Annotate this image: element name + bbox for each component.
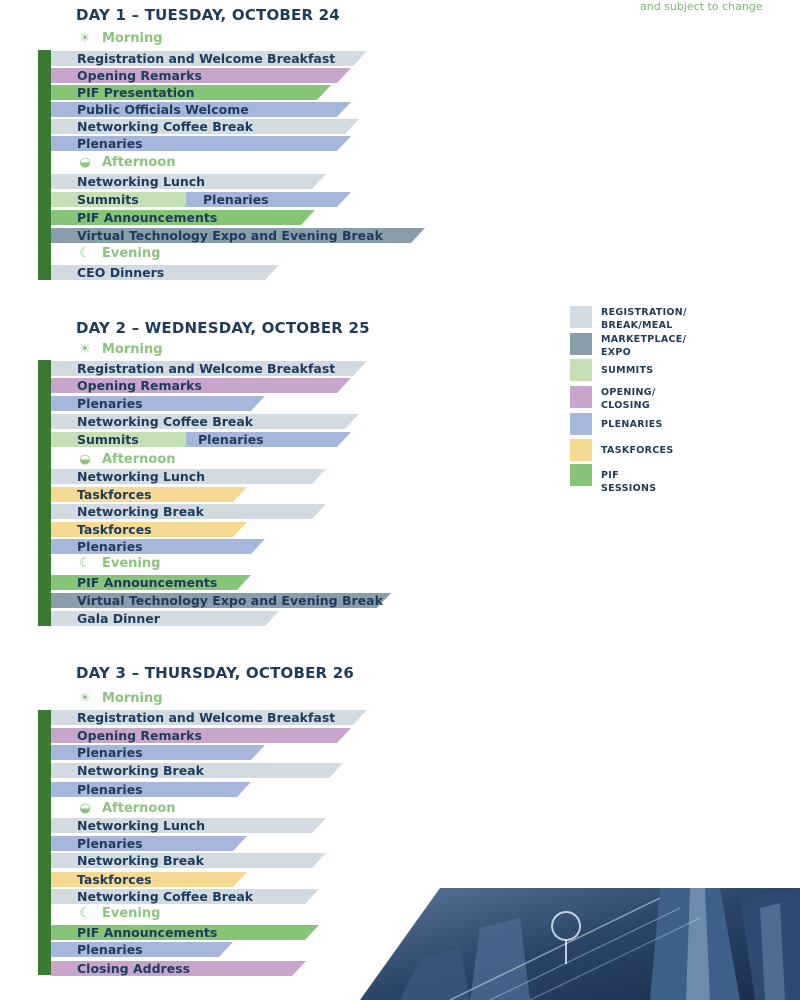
session-label: Registration and Welcome Breakfast xyxy=(77,51,336,66)
session-label: Opening Remarks xyxy=(77,68,202,83)
legend-swatch xyxy=(570,464,592,486)
legend-label: PLENARIES xyxy=(601,419,663,430)
period-label: Morning xyxy=(102,691,163,706)
session-label: Opening Remarks xyxy=(77,378,202,393)
period-afternoon xyxy=(76,452,176,468)
sun-icon: ☀ xyxy=(79,342,91,357)
legend-swatch xyxy=(570,413,592,435)
day-1-title: DAY 1 – TUESDAY, OCTOBER 24 xyxy=(76,6,340,24)
moon-icon: ☾ xyxy=(79,246,91,261)
session-label: Plenaries xyxy=(77,836,143,851)
session-label: Plenaries xyxy=(77,942,143,957)
session-label: Plenaries xyxy=(77,745,143,760)
session-label: Networking Break xyxy=(77,853,204,868)
sun-icon: ☀ xyxy=(79,691,91,706)
session-label: Taskforces xyxy=(77,522,152,537)
period-label: Morning xyxy=(102,342,163,357)
session-label: Virtual Technology Expo and Evening Break xyxy=(77,228,383,243)
sun-icon: ☀ xyxy=(79,31,91,46)
period-morning xyxy=(76,31,163,47)
moon-icon: ☾ xyxy=(79,906,91,921)
session-label: Opening Remarks xyxy=(77,728,202,743)
day-2-title: DAY 2 – WEDNESDAY, OCTOBER 25 xyxy=(76,319,370,337)
day-2-timeline-bar xyxy=(38,360,51,626)
session-label: Plenaries xyxy=(77,136,143,151)
session-label: Virtual Technology Expo and Evening Break xyxy=(77,593,383,608)
session-label: PIF Announcements xyxy=(77,925,218,940)
session-label: Registration and Welcome Breakfast xyxy=(77,361,336,376)
session-label: Networking Lunch xyxy=(77,174,206,189)
moon-icon: ☾ xyxy=(79,556,91,571)
period-label: Evening xyxy=(102,906,161,921)
session-label: CEO Dinners xyxy=(77,265,165,280)
session-label: PIF Announcements xyxy=(77,575,218,590)
period-label: Afternoon xyxy=(102,801,176,816)
period-evening xyxy=(76,906,160,922)
session-label: Closing Address xyxy=(77,961,191,976)
session-label: Summits xyxy=(77,192,139,207)
sunset-icon: ◒ xyxy=(79,801,91,816)
session-label: Plenaries xyxy=(77,539,143,554)
legend-label: OPENING/ CLOSING xyxy=(601,387,656,411)
legend-swatch xyxy=(570,386,592,408)
session-label: Networking Coffee Break xyxy=(77,414,254,429)
session-label: Taskforces xyxy=(77,872,152,887)
legend-label: REGISTRATION/ BREAK/MEAL xyxy=(601,307,687,331)
period-afternoon xyxy=(76,801,176,817)
session-label: Taskforces xyxy=(77,487,152,502)
session-label: Registration and Welcome Breakfast xyxy=(77,710,336,725)
period-label: Morning xyxy=(102,31,163,46)
period-evening xyxy=(76,246,160,262)
session-label: Plenaries xyxy=(198,432,264,447)
legend-swatch xyxy=(570,439,592,461)
legend-label: TASKFORCES xyxy=(601,445,674,456)
city-skyline-image xyxy=(360,888,800,1000)
session-label: PIF Presentation xyxy=(77,85,195,100)
session-label: Networking Break xyxy=(77,763,204,778)
schedule-note: and subject to change xyxy=(640,0,763,13)
period-label: Afternoon xyxy=(102,452,176,467)
period-label: Evening xyxy=(102,246,161,261)
session-label: Plenaries xyxy=(77,782,143,797)
session-label: Gala Dinner xyxy=(77,611,160,626)
session-label: Networking Coffee Break xyxy=(77,889,254,904)
legend-swatch xyxy=(570,333,592,355)
session-label: Networking Lunch xyxy=(77,818,206,833)
period-morning xyxy=(76,691,163,707)
legend-label: PIF SESSIONS xyxy=(601,470,657,494)
period-afternoon xyxy=(76,155,176,171)
legend-swatch xyxy=(570,359,592,381)
session-label: Plenaries xyxy=(77,396,143,411)
sunset-icon: ◒ xyxy=(79,452,91,467)
period-evening xyxy=(76,556,160,572)
day-1-timeline-bar xyxy=(38,50,51,280)
session-label: Networking Lunch xyxy=(77,469,206,484)
legend-label: MARKETPLACE/ EXPO xyxy=(601,334,687,358)
sunset-icon: ◒ xyxy=(79,155,91,170)
day-3-title: DAY 3 – THURSDAY, OCTOBER 26 xyxy=(76,664,355,682)
day-3-timeline-bar xyxy=(38,710,51,975)
session-label: Networking Coffee Break xyxy=(77,119,254,134)
period-label: Afternoon xyxy=(102,155,176,170)
session-label: Summits xyxy=(77,432,139,447)
legend-swatch xyxy=(570,306,592,328)
period-morning xyxy=(76,342,163,358)
session-label: Plenaries xyxy=(203,192,269,207)
session-label: Networking Break xyxy=(77,504,204,519)
session-label: PIF Announcements xyxy=(77,210,218,225)
session-label: Public Officials Welcome xyxy=(77,102,249,117)
legend-label: SUMMITS xyxy=(601,365,654,376)
period-label: Evening xyxy=(102,556,161,571)
